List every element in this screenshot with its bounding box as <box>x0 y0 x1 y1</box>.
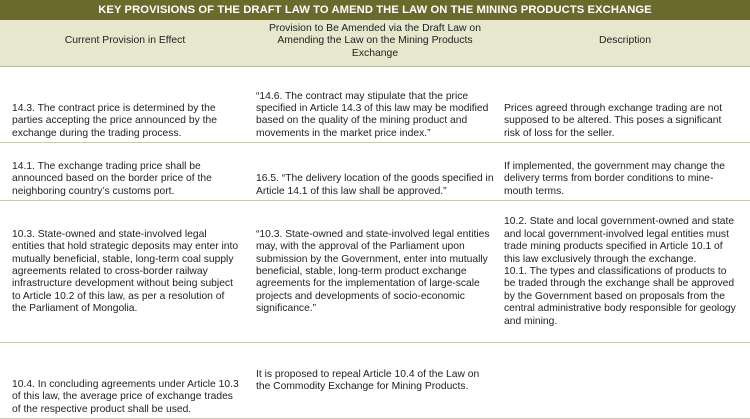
description-paragraph: 10.1. The types and classifications of products to be traded through the exchange shall be approved by the Government based on proposals from the central administrative body responsible for geology and mining. <box>504 266 736 327</box>
table-header-row <box>0 20 750 67</box>
amended-provision-cell: 16.5. “The delivery location of the goods specified in Article 14.1 of this law shall be approved.” <box>250 143 500 201</box>
description-cell: If implemented, the government may change the delivery terms from border conditions to mine-mouth terms. <box>500 143 750 201</box>
description-cell: Prices agreed through exchange trading are not supposed to be altered. This poses a significant risk of loss for the seller. <box>500 67 750 143</box>
table-row <box>0 343 750 419</box>
current-provision-cell: 14.3. The contract price is determined by the parties accepting the price announced by the exchange during the trading process. <box>0 67 250 143</box>
description-paragraph: 10.2. State and local government-owned and state and local government-involved legal entities must trade mining products specified in Article 10.1 of this law exclusively through the exchange. <box>504 216 735 265</box>
amended-provision-cell: “14.6. The contract may stipulate that the price specified in Article 14.3 of this law may be modified based on the quality of the mining product and movements in the market price index.” <box>250 67 500 143</box>
table-row <box>0 201 750 343</box>
table-row <box>0 143 750 201</box>
provisions-table <box>0 20 750 419</box>
current-provision-cell: 10.3. State-owned and state-involved legal entities that hold strategic deposits may enter into mutually beneficial, stable, long-term coal supply agreements related to cross-border railway infrastructure development without being subject to Article 10.2 of this law, as per a resolution of the Parliament of Mongolia. <box>0 201 250 343</box>
current-provision-cell: 14.1. The exchange trading price shall be announced based on the border price of the neighboring country’s customs port. <box>0 143 250 201</box>
header-amended-provision: Provision to Be Amended via the Draft Law on Amending the Law on the Mining Products Exchange <box>250 20 500 67</box>
description-cell <box>500 201 750 343</box>
table-row <box>0 67 750 143</box>
amended-provision-cell: “10.3. State-owned and state-involved legal entities may, with the approval of the Parliament upon submission by the Government, enter into mutually beneficial, stable, long-term product exchange agreements for the implementation of large-scale projects and developments of socio-economic significance.” <box>250 201 500 343</box>
header-description: Description <box>500 20 750 67</box>
amended-provision-cell: It is proposed to repeal Article 10.4 of the Law on the Commodity Exchange for Mining Products. <box>250 343 500 419</box>
description-cell <box>500 343 750 419</box>
current-provision-cell: 10.4. In concluding agreements under Article 10.3 of this law, the average price of exchange trades of the respective product shall be used. <box>0 343 250 419</box>
table-title: KEY PROVISIONS OF THE DRAFT LAW TO AMEND THE LAW ON THE MINING PRODUCTS EXCHANGE <box>0 0 750 20</box>
header-current-provision: Current Provision in Effect <box>0 20 250 67</box>
